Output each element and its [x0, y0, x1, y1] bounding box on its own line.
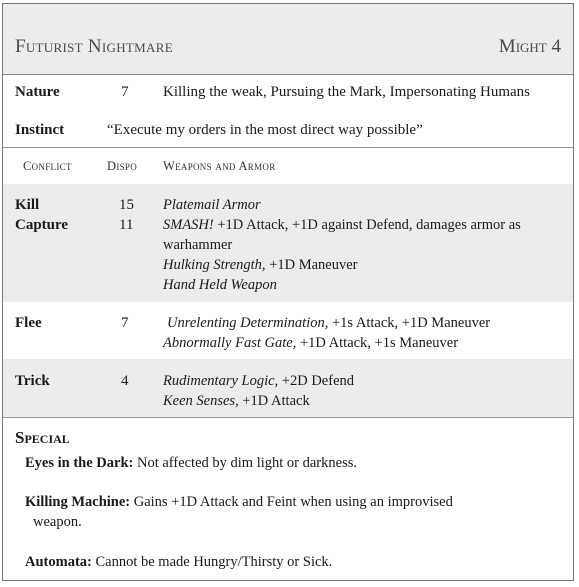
flee-value: 7	[121, 315, 129, 331]
weapon-line	[163, 217, 521, 234]
trick-value: 4	[121, 373, 129, 389]
nature-label: Nature	[15, 84, 60, 100]
special-item-name: Eyes in the Dark:	[25, 455, 134, 471]
capture-label: Capture	[15, 217, 69, 233]
weapon-name: Rudimentary Logic,	[163, 373, 279, 389]
weapon-name: Abnormally Fast Gate,	[163, 335, 297, 351]
weapon-name: Keen Senses,	[163, 393, 239, 409]
capture-value: 11	[119, 217, 134, 233]
nature-value: 7	[121, 84, 129, 100]
weapon-name: Hulking Strength,	[163, 257, 266, 273]
weapon-line	[163, 257, 358, 274]
weapon-effect: +1s Attack, +1D Maneuver	[328, 315, 491, 331]
might-rating: Might 4	[498, 36, 561, 57]
weapon-effect: warhammer	[163, 237, 233, 253]
weapon-line	[167, 315, 490, 332]
special-item-text: weapon.	[33, 514, 82, 530]
divider	[3, 147, 573, 148]
weapon-line	[163, 373, 354, 390]
special-item-name: Killing Machine:	[25, 494, 131, 510]
special-item-continuation	[33, 514, 82, 531]
weapon-effect: +2D Defend	[278, 373, 355, 389]
weapon-name: SMASH!	[163, 217, 214, 233]
flee-label: Flee	[15, 315, 42, 331]
weapon-line	[163, 277, 277, 294]
weapon-name: Hand Held Weapon	[163, 277, 277, 293]
special-item	[25, 554, 332, 571]
weapon-line	[163, 335, 458, 352]
instinct-label: Instinct	[15, 122, 65, 138]
special-item-text: Cannot be made Hungry/Thirsty or Sick.	[91, 554, 333, 570]
weapon-name: Platemail Armor	[163, 197, 261, 213]
weapon-effect: +1D Attack, +1D against Defend, damages armor as	[213, 217, 521, 233]
kill-value: 15	[119, 197, 134, 213]
col-dispo: Dispo	[107, 159, 138, 173]
special-item	[25, 455, 357, 472]
weapon-effect: +1D Attack, +1s Maneuver	[296, 335, 459, 351]
kill-label: Kill	[15, 197, 40, 213]
col-conflict: Conflict	[23, 159, 72, 173]
weapon-line	[163, 237, 232, 254]
creature-title: Futurist Nightmare	[15, 36, 173, 57]
weapon-line	[163, 393, 310, 410]
special-item-name: Automata:	[25, 554, 92, 570]
weapon-effect: +1D Attack	[238, 393, 310, 409]
weapon-line	[163, 197, 261, 214]
nature-description: Killing the weak, Pursuing the Mark, Impersonating Humans	[163, 84, 531, 100]
special-item-text: Not affected by dim light or darkness.	[133, 455, 357, 471]
stat-card	[2, 3, 574, 581]
divider	[3, 417, 573, 418]
special-item	[25, 494, 453, 511]
col-weapons: Weapons and Armor	[163, 159, 276, 173]
weapon-name: Unrelenting Determination,	[167, 315, 329, 331]
weapon-effect: +1D Maneuver	[265, 257, 358, 273]
instinct-text: “Execute my orders in the most direct way possible”	[107, 122, 423, 138]
trick-label: Trick	[15, 373, 50, 389]
card-header	[3, 4, 573, 75]
kill-capture-band	[3, 184, 573, 302]
special-title: Special	[15, 428, 70, 447]
special-item-text: Gains +1D Attack and Feint when using an improvised	[130, 494, 453, 510]
